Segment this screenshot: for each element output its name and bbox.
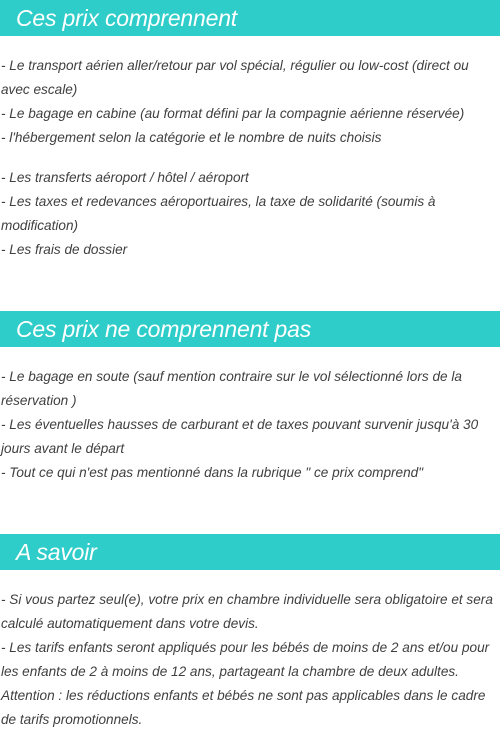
section-header-good-to-know [0, 534, 500, 570]
list-item: - Le bagage en cabine (au format défini par la compagnie aérienne réservée) [1, 106, 465, 121]
list-item: Attention : les réductions enfants et bébés ne sont pas applicables dans le cadre de tarifs promotionnels. [1, 688, 486, 727]
section-not-included [0, 311, 500, 480]
list-item: - Le transport aérien aller/retour par vol spécial, régulier ou low-cost (direct ou avec escale) [1, 58, 469, 97]
good-to-know-list [1, 588, 498, 732]
list-item: - Les frais de dossier [1, 242, 128, 257]
section-header-not-included [0, 311, 500, 347]
included-list-main [1, 54, 498, 150]
section-title-included: Ces prix comprennent [16, 4, 237, 31]
list-item: - Tout ce qui n'est pas mentionné dans la rubrique " ce prix comprend" [1, 465, 424, 480]
section-title-not-included: Ces prix ne comprennent pas [16, 315, 312, 342]
not-included-list [1, 365, 498, 485]
list-item: - Si vous partez seul(e), votre prix en chambre individuelle sera obligatoire et sera calculé automatiquement dans votre devis. [1, 592, 493, 631]
section-header-included [0, 0, 500, 36]
section-title-good-to-know: A savoir [16, 538, 97, 565]
list-item: - Le bagage en soute (sauf mention contraire sur le vol sélectionné lors de la réservation ) [1, 369, 462, 408]
list-item: - Les éventuelles hausses de carburant et de taxes pouvant survenir jusqu'à 30 jours avant le départ [1, 417, 479, 456]
section-good-to-know [0, 534, 500, 727]
included-list-extra [1, 166, 498, 262]
list-item: - Les transferts aéroport / hôtel / aéroport [1, 170, 249, 185]
list-item: - Les taxes et redevances aéroportuaires, la taxe de solidarité (soumis à modification) [1, 194, 436, 233]
section-included [0, 0, 500, 257]
list-item: - Les tarifs enfants seront appliqués pour les bébés de moins de 2 ans et/ou pour les enfants de 2 à moins de 12 ans, partageant la chambre de deux adultes. [1, 640, 490, 679]
list-item: - l'hébergement selon la catégorie et le nombre de nuits choisis [1, 130, 382, 145]
